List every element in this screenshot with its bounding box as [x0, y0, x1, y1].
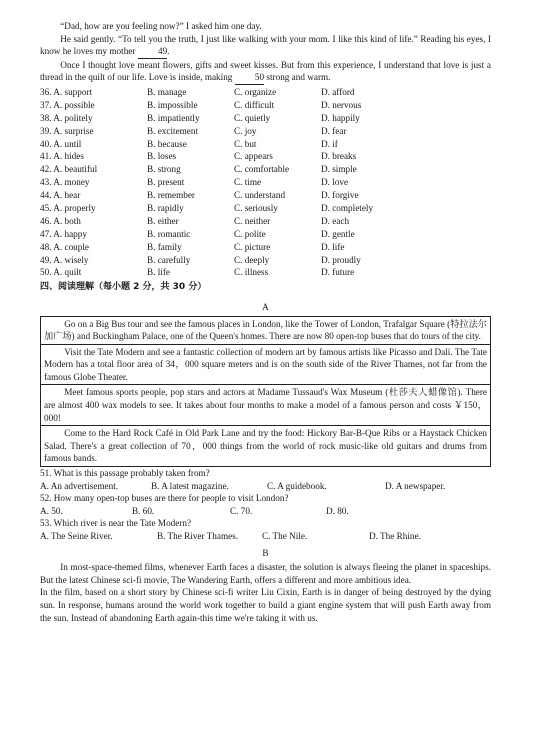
option-b[interactable]: B. either [147, 215, 179, 226]
option-d[interactable]: D. fear [321, 125, 347, 136]
option-d[interactable]: D. gentle [321, 228, 355, 239]
question-options [40, 480, 491, 493]
option-c[interactable]: C. appears [234, 151, 273, 162]
option-row [40, 266, 491, 279]
option-d[interactable]: D. afford [321, 86, 355, 97]
option-a[interactable]: 41. A. hides [40, 151, 84, 162]
option-b[interactable]: B. excitement [147, 125, 199, 136]
option-d[interactable]: D. future [321, 267, 355, 278]
passage-paragraph: In most-space-themed films, whenever Earth faces a disaster, the solution is always fleeing the planet in spaceships. But the latest Chinese sci-fi movie, The Wandering Earth, offers a different and more ambitious idea. [40, 562, 491, 585]
option-row [40, 176, 491, 189]
option-row [40, 112, 491, 125]
option-b[interactable]: B. present [147, 177, 185, 188]
passage-label: A [262, 301, 269, 312]
option-row [40, 138, 491, 151]
option-a[interactable]: 47. A. happy [40, 228, 87, 239]
option-d[interactable]: D. simple [321, 164, 357, 175]
answer-b[interactable]: B. The River Thames. [157, 531, 239, 542]
option-d[interactable]: D. breaks [321, 151, 357, 162]
cloze-text: Once I thought love meant flowers, gifts and sweet kisses. But from this experience, I understand that love is just a thread in the quilt of our life. Love is inside, making [40, 59, 491, 83]
option-row [40, 254, 491, 267]
option-b[interactable]: B. remember [147, 190, 195, 201]
option-a[interactable]: 40. A. until [40, 138, 82, 149]
option-a[interactable]: 48. A. couple [40, 241, 89, 252]
answer-b[interactable]: B. A latest magazine. [151, 480, 229, 491]
option-d[interactable]: D. love [321, 177, 349, 188]
option-c[interactable]: C. comfortable [234, 164, 290, 175]
option-c[interactable]: C. quietly [234, 112, 271, 123]
option-c[interactable]: C. but [234, 138, 257, 149]
option-a[interactable]: 45. A. properly [40, 202, 96, 213]
option-b[interactable]: B. because [147, 138, 187, 149]
option-c[interactable]: C. difficult [234, 99, 275, 110]
cloze-text: . [167, 46, 170, 57]
option-b[interactable]: B. rapidly [147, 202, 184, 213]
answer-a[interactable]: A. 50. [40, 505, 63, 516]
option-b[interactable]: B. loses [147, 151, 177, 162]
option-b[interactable]: B. life [147, 267, 170, 278]
cloze-options [40, 86, 491, 279]
option-a[interactable]: 37. A. possible [40, 99, 95, 110]
option-c[interactable]: C. understand [234, 190, 286, 201]
option-b[interactable]: B. impatiently [147, 112, 200, 123]
option-d[interactable]: D. each [321, 215, 350, 226]
question-stem: 51. What is this passage probably taken from? [40, 468, 210, 479]
option-row [40, 202, 491, 215]
passage-a-box [40, 316, 491, 468]
option-c[interactable]: C. organize [234, 86, 277, 97]
option-a[interactable]: 44. A. hear [40, 190, 81, 201]
option-c[interactable]: C. seriously [234, 202, 278, 213]
option-row [40, 86, 491, 99]
question-options [40, 505, 491, 518]
option-row [40, 228, 491, 241]
option-d[interactable]: D. completely [321, 202, 374, 213]
option-b[interactable]: B. manage [147, 86, 187, 97]
cloze-text: He said gently. “To tell you the truth, I just like walking with your mom. I like this kind of life.” Reading his eyes, I know he loves my mother [40, 33, 491, 57]
answer-d[interactable]: D. 80. [326, 505, 349, 516]
option-row [40, 150, 491, 163]
question-block [40, 467, 491, 543]
question-stem: 53. Which river is near the Tate Modern? [40, 518, 192, 529]
answer-a[interactable]: A. The Seine River. [40, 531, 113, 542]
option-row [40, 125, 491, 138]
passage-paragraph: Go on a Big Bus tour and see the famous places in London, like the Tower of London, Trafalgar Square (特拉法尔加广场) and Buckingham Palace, one of the Queen's homes. There are now 80 open-top buses that do tours of the city. [41, 317, 490, 345]
option-a[interactable]: 49. A. wisely [40, 254, 89, 265]
option-b[interactable]: B. family [147, 241, 182, 252]
option-a[interactable]: 39. A. surprise [40, 125, 94, 136]
option-d[interactable]: D. if [321, 138, 338, 149]
answer-d[interactable]: D. The Rhine. [369, 531, 421, 542]
option-row [40, 189, 491, 202]
answer-a[interactable]: A. An advertisement. [40, 480, 119, 491]
cloze-line: “Dad, how are you feeling now?” I asked him one day. [60, 21, 262, 31]
option-c[interactable]: C. polite [234, 228, 266, 239]
question-options [40, 530, 491, 543]
blank-49[interactable]: 49 [138, 45, 167, 59]
option-a[interactable]: 36. A. support [40, 86, 93, 97]
answer-b[interactable]: B. 60. [132, 505, 155, 516]
cloze-paragraph [40, 59, 491, 85]
option-d[interactable]: D. proudly [321, 254, 361, 265]
option-c[interactable]: C. joy [234, 125, 257, 136]
passage-paragraph: Meet famous sports people, pop stars and actors at Madame Tussaud's Wax Museum (杜莎夫人蜡像馆). There are almost 400 wax models to see. It takes about four months to make a model of a famous person and costs ￥150，000! [41, 385, 490, 426]
option-c[interactable]: C. picture [234, 241, 271, 252]
option-row [40, 215, 491, 228]
option-a[interactable]: 42. A. beautiful [40, 164, 98, 175]
blank-50[interactable]: 50 [235, 71, 264, 85]
option-c[interactable]: C. deeply [234, 254, 270, 265]
option-b[interactable]: B. carefully [147, 254, 191, 265]
answer-c[interactable]: C. The Nile. [262, 531, 308, 542]
option-row [40, 241, 491, 254]
option-d[interactable]: D. happily [321, 112, 360, 123]
cloze-paragraph [40, 33, 491, 59]
option-a[interactable]: 46. A. both [40, 215, 81, 226]
section-title: 四、阅读理解（每小题 2 分，共 30 分） [40, 282, 207, 293]
option-row [40, 163, 491, 176]
question-stem: 52. How many open-top buses are there for people to visit London? [40, 493, 289, 504]
option-b[interactable]: B. impossible [147, 99, 198, 110]
option-c[interactable]: C. time [234, 177, 262, 188]
passage-paragraph: Visit the Tate Modern and see a fantastic collection of modern art by famous artists like Picasso and Dalí. The Tate Modern has a total floor area of 34，000 square meters and is on the south side of the River Thames, not far from the famous Globe Theater. [41, 345, 490, 386]
option-a[interactable]: 50. A. quilt [40, 267, 82, 278]
option-d[interactable]: D. forgive [321, 190, 359, 201]
option-d[interactable]: D. life [321, 241, 345, 252]
passage-label: B [262, 547, 269, 558]
cloze-text: strong and warm. [266, 72, 331, 83]
option-b[interactable]: B. romantic [147, 228, 191, 239]
passage-paragraph: Come to the Hard Rock Café in Old Park Lane and try the food: Hickory Bar-B-Que Ribs or a Haystack Chicken Salad. There's a great collection of 70，000 things from the world of rock music-like old guitars and drums from famous bands. [44, 428, 487, 464]
option-c[interactable]: C. neither [234, 215, 271, 226]
answer-c[interactable]: C. A guidebook. [267, 480, 327, 491]
option-b[interactable]: B. strong [147, 164, 181, 175]
option-a[interactable]: 38. A. politely [40, 112, 93, 123]
option-c[interactable]: C. illness [234, 267, 269, 278]
passage-paragraph: In the film, based on a short story by Chinese sci-fi writer Liu Cixin, Earth is in danger of being destroyed by the dying sun. In response, humans around the world work together to build a giant engine system that will push Earth away from the sun. Instead of abandoning Earth again-this time we're taking it with us. [40, 587, 491, 623]
answer-c[interactable]: C. 70. [230, 505, 253, 516]
option-a[interactable]: 43. A. money [40, 177, 90, 188]
option-row [40, 99, 491, 112]
answer-d[interactable]: D. A newspaper. [385, 480, 446, 491]
option-d[interactable]: D. nervous [321, 99, 362, 110]
